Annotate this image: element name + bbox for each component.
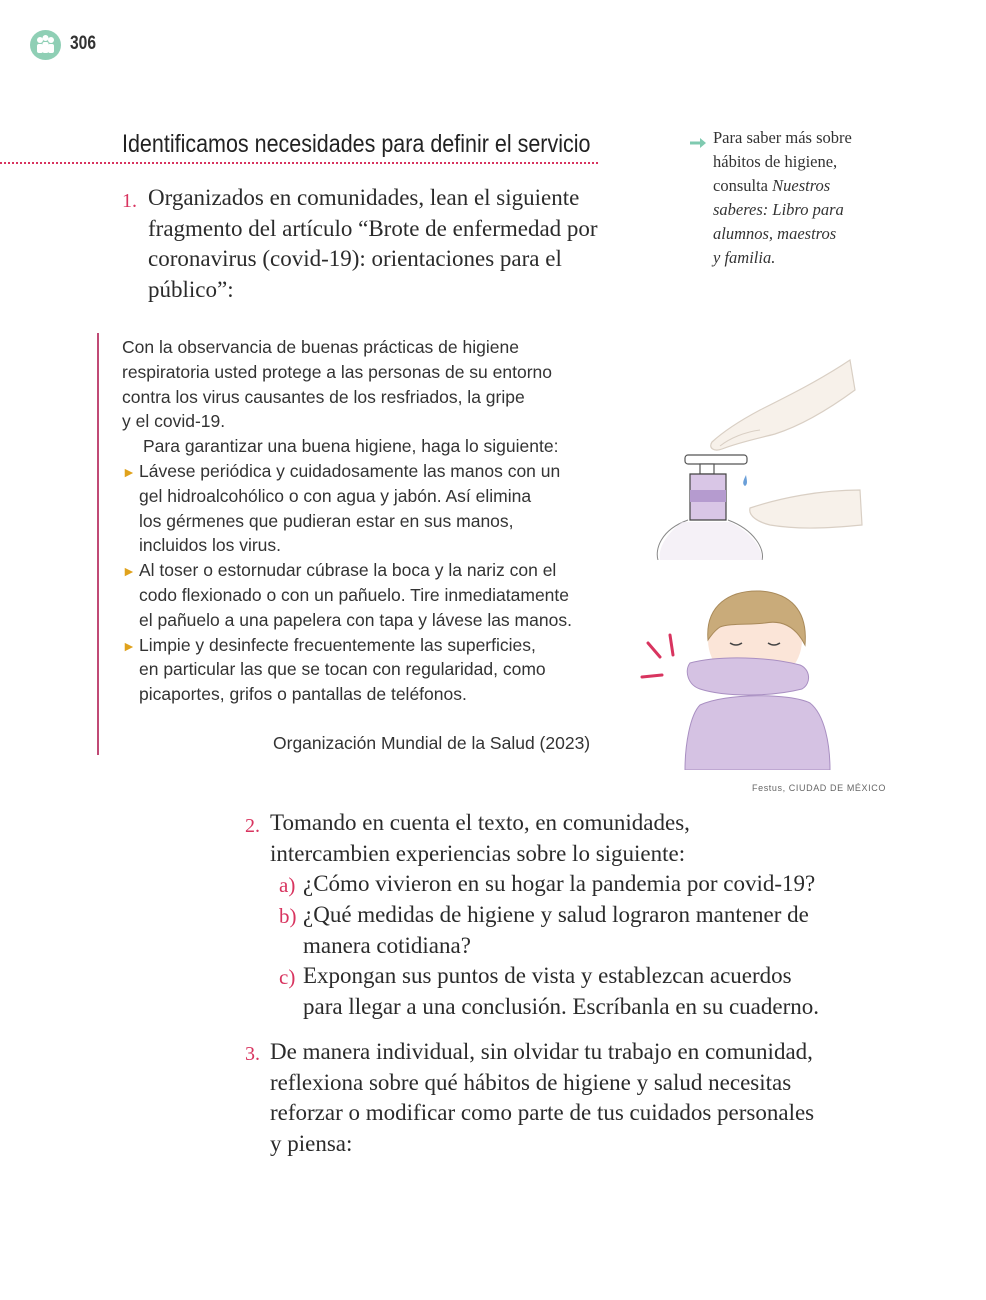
heading-divider [0, 162, 598, 164]
bullet-line: en particular las que se tocan con regularidad, como [139, 659, 546, 680]
sidebar-note-line: Para saber más sobre [713, 128, 852, 147]
text-line: manera cotidiana? [303, 932, 471, 958]
page-number: 306 [70, 33, 96, 54]
text-line: ¿Cómo vivieron en su hogar la pandemia por covid-19? [303, 871, 816, 896]
quote-line: Con la observancia de buenas prácticas de higiene [122, 337, 519, 357]
text-line: y piensa: [270, 1130, 353, 1156]
sidebar-note-line: hábitos de higiene, [713, 152, 838, 171]
triangle-bullet-icon: ► [122, 563, 136, 580]
sidebar-note-text: consulta [713, 176, 773, 195]
sidebar-note [713, 126, 883, 270]
text-line: Expongan sus puntos de vista y establezcan acuerdos [303, 963, 792, 988]
text-line: reflexiona sobre qué hábitos de higiene y salud necesitas [270, 1069, 792, 1095]
quote-line: contra los virus causantes de los resfriados, la gripe [122, 386, 525, 407]
arrow-right-icon [690, 133, 706, 152]
quote-line: respiratoria usted protege a las personas de su entorno [122, 361, 552, 382]
text-line: intercambien experiencias sobre lo siguiente: [270, 840, 686, 866]
quote-bar [97, 333, 99, 755]
sidebar-note-line [713, 174, 883, 198]
item-1-text [148, 183, 608, 305]
bullet-line: los gérmenes que pudieran estar en sus manos, [139, 510, 514, 531]
bullet-line: Limpie y desinfecte frecuentemente las superficies, [139, 634, 536, 655]
quote-source: Organización Mundial de la Salud (2023) [273, 733, 591, 753]
triangle-bullet-icon: ► [122, 637, 136, 654]
hand-sanitizer-illustration [650, 350, 865, 560]
bullet-item [122, 459, 612, 558]
text-line: reforzar o modificar como parte de tus cuidados personales [270, 1100, 815, 1125]
subitem-a-text [303, 869, 823, 900]
book-title: saberes: Libro para [713, 200, 844, 219]
text-line: ¿Qué medidas de higiene y salud lograron mantener de [303, 902, 809, 927]
quote-line: y el covid-19. [122, 411, 226, 432]
text-line: De manera individual, sin olvidar tu trabajo en comunidad, [270, 1039, 813, 1064]
item-number: 1. [122, 190, 137, 212]
child-sneezing-illustration [630, 585, 840, 770]
text-line: público”: [148, 276, 234, 302]
bullet-line: el pañuelo a una papelera con tapa y lávese las manos. [139, 609, 572, 630]
text-line: fragmento del artículo “Brote de enfermedad por [148, 215, 598, 241]
item-3-text [270, 1037, 830, 1159]
bullet-line: codo flexionado o con un pañuelo. Tire inmediatamente [139, 584, 570, 605]
bullet-item [122, 633, 612, 707]
text-line: Tomando en cuenta el texto, en comunidades, [270, 810, 690, 835]
item-2-text [270, 808, 810, 869]
book-title: Nuestros [772, 176, 831, 195]
subitem-letter: b) [279, 904, 297, 928]
section-title: Identificamos necesidades para definir el servicio [122, 130, 591, 158]
bullet-line: Lávese periódica y cuidadosamente las manos con un [139, 460, 561, 481]
bullet-line: incluidos los virus. [139, 535, 281, 556]
subitem-b-text [303, 900, 823, 961]
book-title: alumnos, maestros [713, 224, 837, 243]
triangle-bullet-icon: ► [122, 463, 136, 480]
community-icon [30, 30, 61, 60]
subitem-letter: c) [279, 965, 296, 989]
item-number: 2. [245, 815, 260, 837]
item-number: 3. [245, 1043, 260, 1065]
text-line: Organizados en comunidades, lean el siguiente [148, 185, 580, 210]
subitem-c-text [303, 961, 823, 1022]
quote-lead: Para garantizar una buena higiene, haga lo siguiente: [143, 436, 559, 457]
bullet-line: gel hidroalcohólico o con agua y jabón. Así elimina [139, 485, 532, 506]
text-line: coronavirus (covid-19): orientaciones para el [148, 246, 562, 271]
text-line: para llegar a una conclusión. Escríbanla en su cuaderno. [303, 993, 820, 1019]
bullet-item [122, 558, 612, 632]
subitem-letter: a) [279, 873, 296, 897]
book-title: y familia. [713, 248, 776, 267]
bullet-line: picaportes, grifos o pantallas de teléfonos. [139, 684, 467, 705]
illustration-credit: Festus, CIUDAD DE MÉXICO [752, 783, 886, 793]
bullet-line: Al toser o estornudar cúbrase la boca y la nariz con el [139, 560, 557, 581]
quote-text [122, 335, 612, 707]
